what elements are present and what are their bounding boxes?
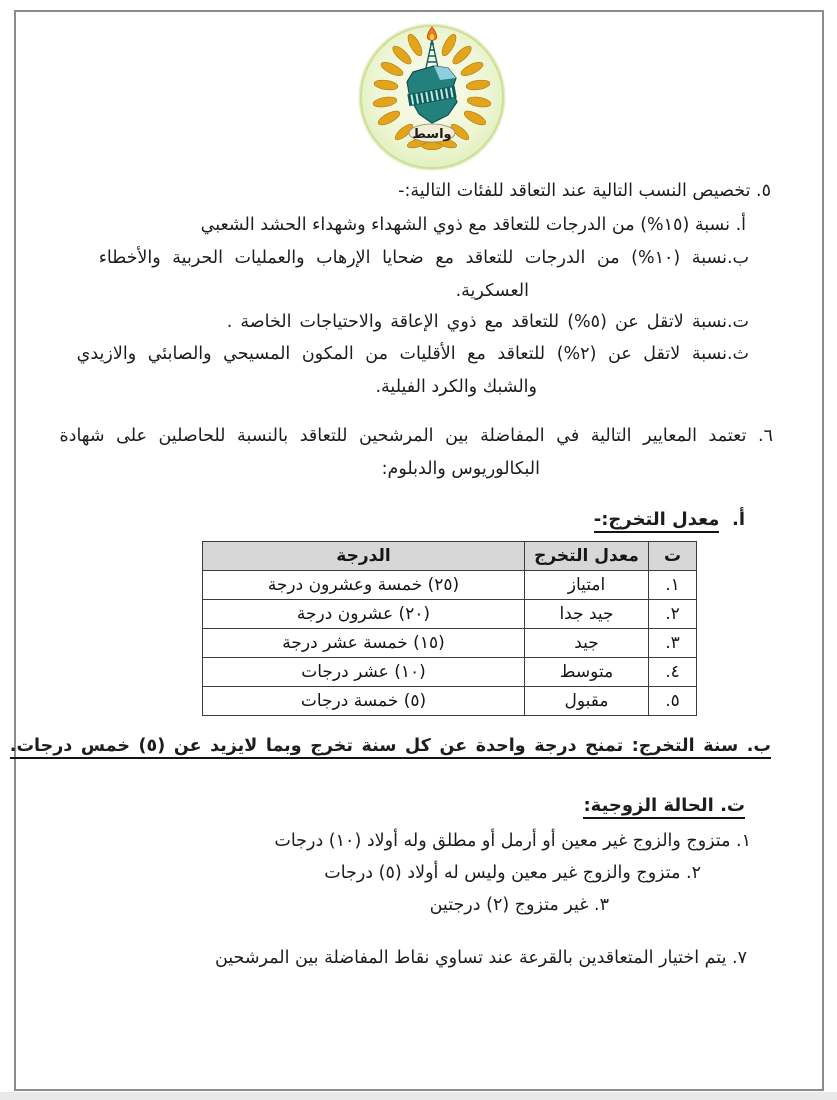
clause-5-item-ta: ت.نسبة لاتقل عن (٥%) للتعاقد مع ذوي الإعاقة والاحتياجات الخاصة . — [226, 312, 749, 332]
emblem-banner-text: واسط — [412, 127, 452, 142]
clause-5-item-alif: أ. نسبة (١٥%) من الدرجات للتعاقد مع ذوي الشهداء وشهداء الحشد الشعبي — [200, 215, 746, 235]
graduation-rate-heading-text: معدل التخرج:- — [594, 509, 720, 533]
table-header-index: ت — [649, 542, 697, 571]
graduation-table — [202, 541, 697, 716]
clause-5-item-ba: ب.نسبة (١٠%) من الدرجات للتعاقد مع ضحايا الإرهاب والعمليات الحربية والأخطاء — [98, 248, 749, 268]
graduation-rate-heading-prefix: أ. — [731, 509, 745, 530]
marital-item-3: ٣. غير متزوج (٢) درجتين — [429, 895, 609, 915]
marital-item-1: ١. متزوج والزوج غير معين أو أرمل أو مطلق وله أولاد (١٠) درجات — [274, 831, 751, 851]
row-index: ١. — [649, 571, 697, 600]
table-header-rate: معدل التخرج — [525, 542, 649, 571]
clause-5-item-tha-continuation: والشبك والكرد الفيلية. — [375, 377, 537, 397]
row-degree: (٢٥) خمسة وعشرون درجة — [203, 571, 525, 600]
row-rate: متوسط — [525, 658, 649, 687]
clause-5-heading: ٥. تخصيص النسب التالية عند التعاقد للفئات التالية:- — [398, 181, 771, 201]
row-degree: (٥) خمسة درجات — [203, 687, 525, 716]
row-index: ٥. — [649, 687, 697, 716]
table-row — [203, 629, 697, 658]
row-degree: (٢٠) عشرون درجة — [203, 600, 525, 629]
table-header-row — [203, 542, 697, 571]
marital-status-heading: ت. الحالة الزوجية: — [583, 795, 745, 818]
table-header-degree: الدرجة — [203, 542, 525, 571]
row-rate: مقبول — [525, 687, 649, 716]
clause-6-line-1: ٦. تعتمد المعايير التالية في المفاضلة بين المرشحين للتعاقد بالنسبة للحاصلين على شهادة — [59, 426, 773, 446]
graduation-year-clause: ب. سنة التخرج: تمنح درجة واحدة عن كل سنة تخرج وبما لايزيد عن (٥) خمس درجات. — [10, 736, 771, 758]
marital-item-2: ٢. متزوج والزوج غير معين وليس له أولاد (٥) درجات — [324, 863, 701, 883]
row-index: ٢. — [649, 600, 697, 629]
row-degree: (١٥) خمسة عشر درجة — [203, 629, 525, 658]
row-rate: امتياز — [525, 571, 649, 600]
clause-5-item-tha: ث.نسبة لاتقل عن (٢%) للتعاقد مع الأقليات من المكون المسيحي والصابئي والازيدي — [76, 344, 749, 364]
clause-5-item-ba-continuation: العسكرية. — [455, 281, 529, 301]
row-rate: جيد جدا — [525, 600, 649, 629]
clause-7-line: ٧. يتم اختيار المتعاقدين بالقرعة عند تساوي نقاط المفاضلة بين المرشحين — [214, 948, 747, 968]
clause-6-line-2: البكالوريوس والدبلوم: — [381, 459, 540, 479]
scan-edge-shadow — [0, 1092, 837, 1100]
table-row — [203, 687, 697, 716]
table-row — [203, 658, 697, 687]
wasit-emblem — [356, 22, 508, 172]
row-index: ٤. — [649, 658, 697, 687]
row-index: ٣. — [649, 629, 697, 658]
row-rate: جيد — [525, 629, 649, 658]
graduation-rate-heading — [594, 509, 745, 532]
row-degree: (١٠) عشر درجات — [203, 658, 525, 687]
table-row — [203, 600, 697, 629]
table-row — [203, 571, 697, 600]
emblem-graphic — [356, 22, 508, 172]
